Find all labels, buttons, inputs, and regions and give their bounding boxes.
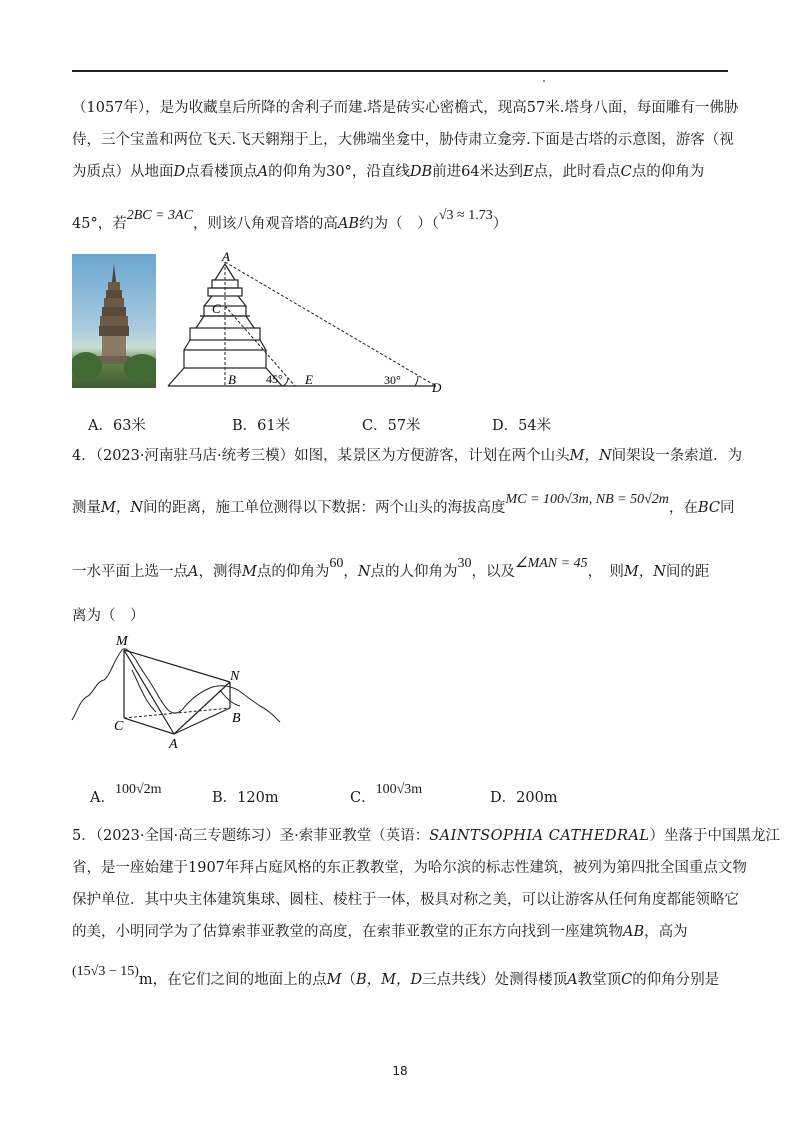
header-rule bbox=[72, 70, 728, 72]
q4-line1: 4．（2023·河南驻马店·统考三模）如图，某景区为方便游客，计划在两个山头M，N间架设一条索道．为 bbox=[72, 448, 743, 464]
mountain-label-a: A bbox=[169, 737, 178, 752]
tower-label-d: D bbox=[432, 380, 442, 395]
page-number: 18 bbox=[392, 1064, 408, 1078]
mountain-diagram bbox=[70, 630, 290, 755]
q4-line4: 离为（ ） bbox=[72, 608, 145, 624]
tower-diagram bbox=[160, 250, 460, 395]
q4-option-d[interactable]: D．200m bbox=[490, 790, 558, 806]
angle-45-label: 45° bbox=[266, 372, 283, 386]
q5-line5: (15√3 − 15)m，在它们之间的地面上的点M（B，M，D三点共线）处测得楼顶A教堂顶C的仰角分别是 bbox=[72, 964, 720, 988]
mountain-label-b: B bbox=[232, 711, 241, 726]
tower-label-a: A bbox=[222, 250, 230, 264]
tower-label-e: E bbox=[305, 372, 313, 387]
tower-label-b: B bbox=[228, 372, 236, 387]
q3-line1: （1057年），是为收藏皇后所降的舍利子而建.塔是砖实心密檐式，现高57米.塔身八面，每面雕有一佛胁 bbox=[72, 100, 739, 116]
mountain-label-n: N bbox=[230, 669, 240, 684]
q3-option-b[interactable]: B．61米 bbox=[232, 418, 291, 434]
q4-line3: 一水平面上选一点A，测得M点的仰角为60，N点的人仰角为30，以及∠MAN = 45， 则M，N间的距 bbox=[72, 556, 710, 580]
tower-photo bbox=[72, 254, 156, 388]
q5-line4: 的美，小明同学为了估算索菲亚教堂的高度，在索菲亚教堂的正东方向找到一座建筑物AB，高为 bbox=[72, 924, 688, 940]
q3-option-a[interactable]: A．63米 bbox=[88, 418, 146, 434]
q5-line1: 5．（2023·全国·高三专题练习）圣·索菲亚教堂（英语：SAINTSOPHIA CATHEDRAL）坐落于中国黑龙江 bbox=[72, 828, 781, 844]
q5-line2: 省，是一座始建于1907年拜占庭风格的东正教教堂，为哈尔滨的标志性建筑，被列为第四批全国重点文物 bbox=[72, 860, 747, 876]
angle-30-label: 30° bbox=[384, 373, 401, 387]
tower-label-c: C bbox=[212, 301, 221, 316]
mountain-label-c: C bbox=[114, 719, 124, 734]
q4-line2: 测量M，N间的距离，施工单位测得以下数据：两个山头的海拔高度MC = 100√3m, NB = 50√2m，在BC同 bbox=[72, 492, 735, 516]
q3-line2: 侍，三个宝盖和两位飞天.飞天翱翔于上，大佛端坐龛中，胁侍肃立龛旁.下面是古塔的示意图，游客（视 bbox=[72, 132, 734, 148]
q5-line3: 保护单位．其中央主体建筑集球、圆柱、棱柱于一体，极具对称之美，可以让游客从任何角度都能领略它 bbox=[72, 892, 739, 908]
q4-option-c[interactable]: C．100√3m bbox=[350, 782, 423, 806]
q3-line3: 为质点）从地面D点看楼顶点A的仰角为30°，沿直线DB前进64米达到E点，此时看点C点的仰角为 bbox=[72, 164, 705, 180]
scan-dot bbox=[543, 80, 545, 82]
q4-option-a[interactable]: A．100√2m bbox=[90, 782, 162, 806]
q3-option-c[interactable]: C．57米 bbox=[362, 418, 421, 434]
mountain-label-m: M bbox=[116, 634, 128, 649]
q4-option-b[interactable]: B．120m bbox=[212, 790, 279, 806]
q3-option-d[interactable]: D．54米 bbox=[492, 418, 552, 434]
q3-line4: 45°，若2BC = 3AC，则该八角观音塔的高AB约为（ ）（√3 ≈ 1.73） bbox=[72, 208, 508, 232]
